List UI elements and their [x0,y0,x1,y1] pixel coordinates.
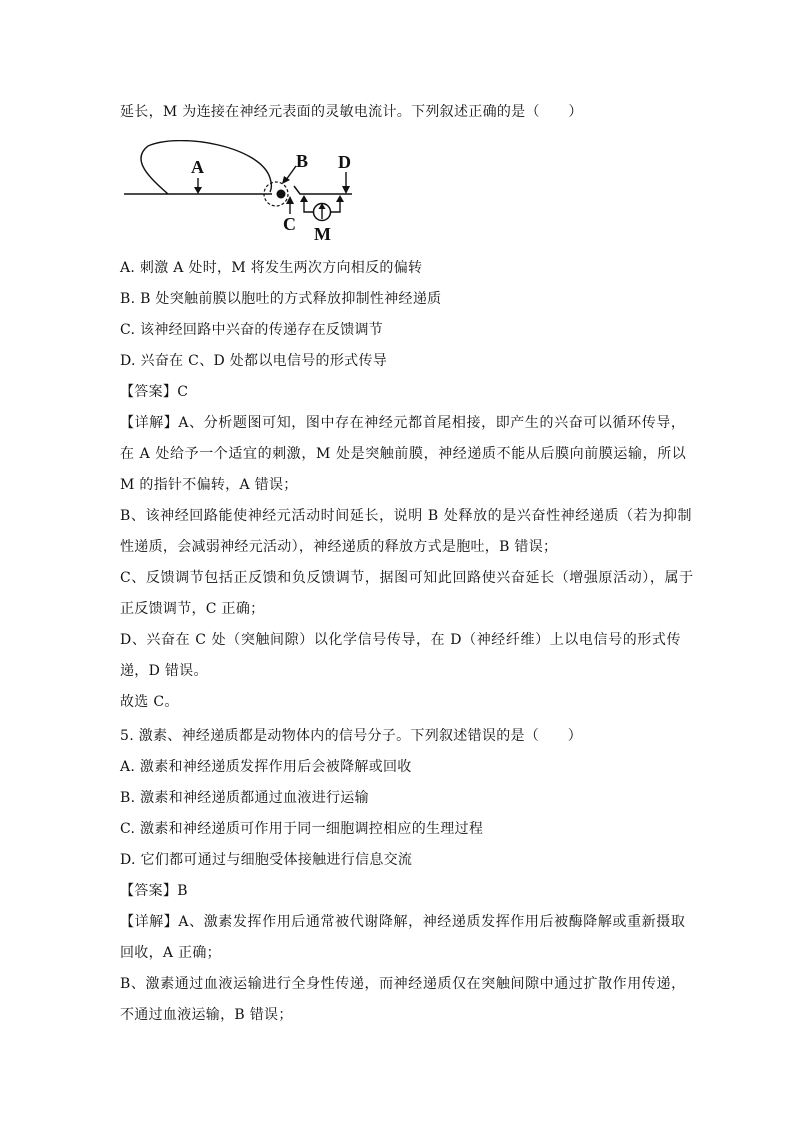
q4-detail-line: 在 A 处给予一个适宜的刺激，M 处是突触前膜，神经递质不能从后膜向前膜运输，所以 [120,446,687,462]
q4-detail-line: D、兴奋在 C 处（突触间隙）以化学信号传导，在 D（神经纤维）上以电信号的形式传 [120,632,682,648]
q5-option-a[interactable]: A. 激素和神经递质发挥作用后会被降解或回收 [120,759,412,775]
q4-detail-line: 【详解】A、分析题图可知，图中存在神经元都首尾相接，即产生的兴奋可以循环传导， [120,415,686,431]
q5-option-b[interactable]: B. 激素和神经递质都通过血液进行运输 [120,790,369,806]
q5-detail-line: 回收，A 正确； [120,945,221,961]
synaptic-terminal [277,190,286,199]
electrode-right-tip [336,195,344,202]
q5-detail-line: 【详解】A、激素发挥作用后通常被代谢降解，神经递质发挥作用后被酶降解或重新摄取 [120,914,686,930]
arrow-c-head [286,196,294,204]
label-d: D [338,152,351,172]
q5-option-c[interactable]: C. 激素和神经递质可作用于同一细胞调控相应的生理过程 [120,821,484,837]
arrow-b-shaft [286,166,296,180]
q4-detail-line: C、反馈调节包括正反馈和负反馈调节，据图可知此回路使兴奋延长（增强原活动），属于 [120,570,694,586]
q4-answer: 【答案】C [120,384,189,400]
q4-conclusion: 故选 C。 [120,694,179,710]
q4-detail-line: 递，D 错误。 [120,663,208,679]
q5-option-d[interactable]: D. 它们都可通过与细胞受体接触进行信息交流 [120,852,413,868]
q4-option-d[interactable]: D. 兴奋在 C、D 处都以电信号的形式传导 [120,353,388,369]
label-m: M [314,224,331,244]
q5-detail-line: 不通过血液运输，B 错误； [120,1007,293,1023]
arrow-a-head [194,187,202,194]
q4-option-a[interactable]: A. 刺激 A 处时，M 将发生两次方向相反的偏转 [120,260,423,276]
q5-answer: 【答案】B [120,883,188,899]
neural-circuit-diagram [120,140,360,250]
q4-option-b[interactable]: B. B 处突触前膜以胞吐的方式释放抑制性神经递质 [120,291,442,307]
arrow-d-head [342,186,350,194]
label-b: B [296,151,309,171]
electrode-left-tip [300,195,308,202]
label-a: A [191,157,204,177]
looping-axon [141,141,272,194]
question-4-stem-tail: 延长，M 为连接在神经元表面的灵敏电流计。下列叙述正确的是（ ） [120,104,583,120]
q4-detail-line: M 的指针不偏转，A 错误； [120,477,298,493]
q4-option-c[interactable]: C. 该神经回路中兴奋的传递存在反馈调节 [120,322,384,338]
q4-detail-line: 正反馈调节，C 正确； [120,601,265,617]
q5-detail-line: B、激素通过血液运输进行全身性传递，而神经递质仅在突触间隙中通过扩散作用传递， [120,976,686,992]
label-c: C [283,214,296,234]
q4-detail-line: B、该神经回路能使神经元活动时间延长，说明 B 处释放的是兴奋性神经递质（若为抑制 [120,508,693,524]
question-5-stem: 5. 激素、神经递质都是动物体内的信号分子。下列叙述错误的是（ ） [120,728,583,744]
q4-detail-line: 性递质，会减弱神经元活动），神经递质的释放方式是胞吐，B 错误； [120,539,558,555]
